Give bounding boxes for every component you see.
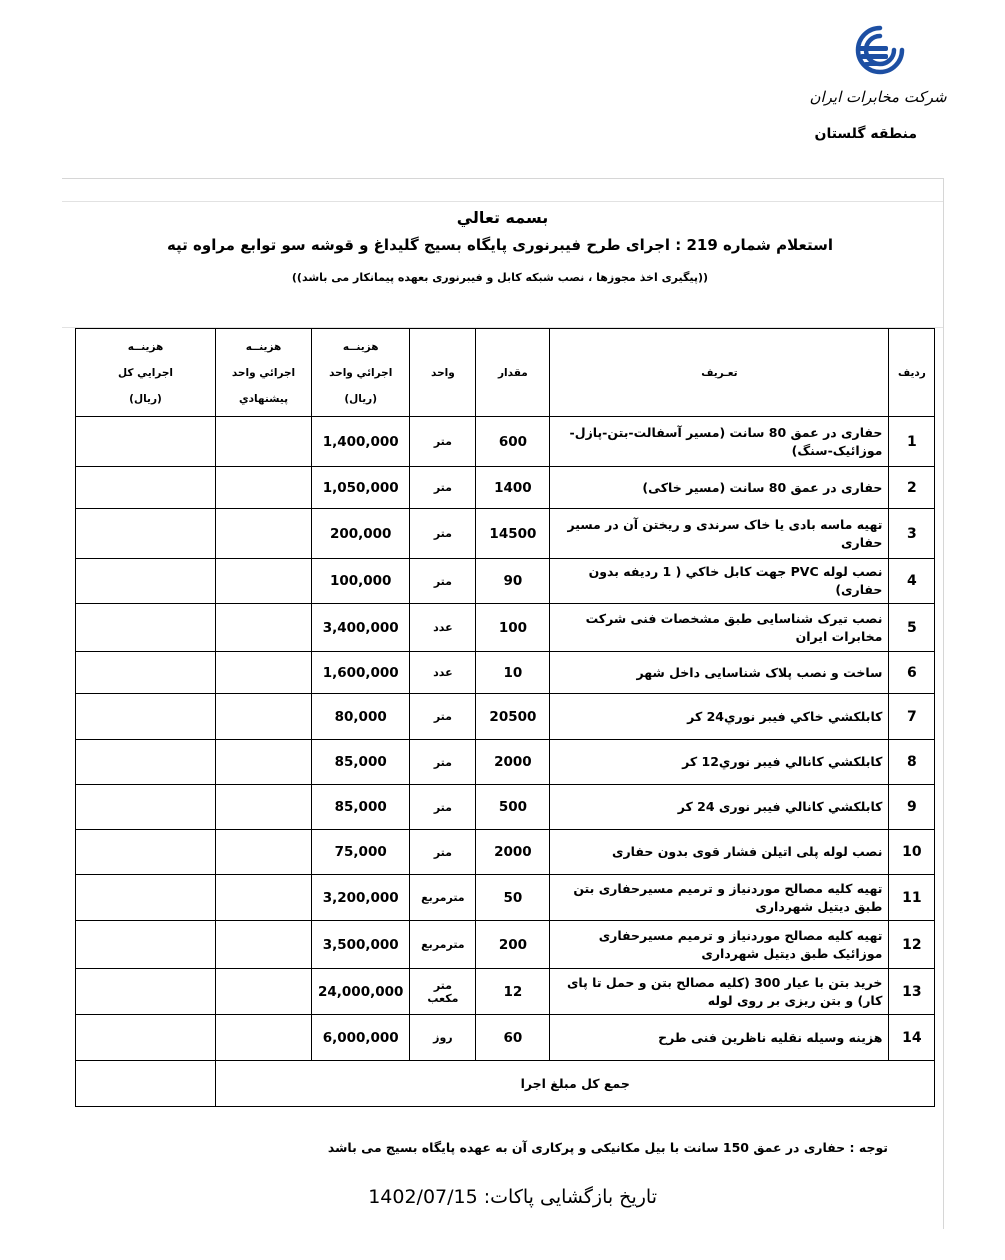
cell-row-number: 8 [889, 740, 935, 785]
cell-row-number: 1 [889, 417, 935, 467]
region-label: منطقه گلستان [814, 126, 917, 142]
cell-proposed-cost [216, 652, 312, 694]
table-row [76, 604, 935, 652]
total-label: جمع کل مبلغ اجرا [216, 1061, 935, 1107]
cell-proposed-cost [216, 830, 312, 875]
cell-description: كابلكشي خاكي فيبر نوري24 كر [550, 694, 889, 740]
cell-row-number: 13 [889, 969, 935, 1015]
header-row-number: رديف [889, 329, 935, 417]
cell-quantity: 1400 [476, 467, 550, 509]
cell-row-number: 10 [889, 830, 935, 875]
header-total-cost: هزينــه اجرايي كل (ريال) [76, 329, 216, 417]
cell-description: حفاری در عمق 80 سانت (مسیر خاکی) [550, 467, 889, 509]
table-row [76, 559, 935, 604]
cell-unit: متر [410, 417, 476, 467]
document-title: بسمه تعالي [456, 208, 549, 227]
table-row [76, 509, 935, 559]
cell-quantity: 10 [476, 652, 550, 694]
header-proposed-cost: هزينــه اجرائي واحد پيشنهادي [216, 329, 312, 417]
cell-proposed-cost [216, 921, 312, 969]
cell-unit: متر [410, 509, 476, 559]
cell-description: كابلكشي كانالي فيبر نوري12 كر [550, 740, 889, 785]
cell-proposed-cost [216, 509, 312, 559]
cell-description: تهیه کلیه مصالح موردنیاز و ترمیم مسیرحفاری بتن طبق دیتیل شهرداری [550, 875, 889, 921]
cell-unit: عدد [410, 604, 476, 652]
cell-row-number: 9 [889, 785, 935, 830]
table-row [76, 740, 935, 785]
cell-row-number: 6 [889, 652, 935, 694]
total-value [76, 1061, 216, 1107]
cell-quantity: 600 [476, 417, 550, 467]
table-row [76, 1015, 935, 1061]
table-row [76, 921, 935, 969]
table-row [76, 694, 935, 740]
cell-row-number: 2 [889, 467, 935, 509]
cell-unit-cost: 80,000 [312, 694, 410, 740]
cell-description: خرید بتن با عیار 300 (کلیه مصالح بتن و حمل تا پای کار) و بتن ریزی بر روی لوله [550, 969, 889, 1015]
cell-row-number: 7 [889, 694, 935, 740]
cell-unit: روز [410, 1015, 476, 1061]
cell-unit-cost: 200,000 [312, 509, 410, 559]
cell-row-number: 4 [889, 559, 935, 604]
cell-unit: مترمربع [410, 875, 476, 921]
cell-description: حفاری در عمق 80 سانت (مسیر آسفالت-بتن-پازل-موزائیک-سنگ) [550, 417, 889, 467]
cell-unit-cost: 6,000,000 [312, 1015, 410, 1061]
cell-unit-cost: 3,200,000 [312, 875, 410, 921]
cell-description: تهیه ماسه بادی یا خاک سرندی و ریختن آن در مسیر حفاری [550, 509, 889, 559]
header-description: تعـريف [550, 329, 889, 417]
cell-quantity: 90 [476, 559, 550, 604]
cell-unit: متر [410, 830, 476, 875]
cell-description: ساخت و نصب پلاک شناسایی داخل شهر [550, 652, 889, 694]
cell-unit: متر [410, 467, 476, 509]
cell-quantity: 2000 [476, 740, 550, 785]
cell-quantity: 200 [476, 921, 550, 969]
table-row [76, 830, 935, 875]
cell-total-cost [76, 509, 216, 559]
cell-quantity: 50 [476, 875, 550, 921]
header-unit: واحد [410, 329, 476, 417]
cell-row-number: 11 [889, 875, 935, 921]
cell-unit-cost: 3,400,000 [312, 604, 410, 652]
cell-quantity: 500 [476, 785, 550, 830]
opening-date: تاریخ بازگشایی پاکات: 1402/07/15 [368, 1186, 657, 1208]
telecom-logo-icon [809, 18, 947, 108]
cell-description: كابلكشي كانالي فيبر نوری 24 كر [550, 785, 889, 830]
cell-total-cost [76, 417, 216, 467]
cell-unit-cost: 3,500,000 [312, 921, 410, 969]
cell-unit: متر [410, 559, 476, 604]
cell-description: نصب تیرک شناسایی طبق مشخصات فنی شرکت مخابرات ایران [550, 604, 889, 652]
table-row [76, 652, 935, 694]
cell-proposed-cost [216, 1015, 312, 1061]
grid-line [62, 201, 944, 202]
cell-proposed-cost [216, 559, 312, 604]
table-header-row [76, 329, 935, 417]
cell-proposed-cost [216, 969, 312, 1015]
cell-description: نصب لوله پلی اتیلن فشار قوی بدون حفاری [550, 830, 889, 875]
cell-quantity: 12 [476, 969, 550, 1015]
cell-unit: متر [410, 785, 476, 830]
cell-proposed-cost [216, 467, 312, 509]
cell-unit-cost: 75,000 [312, 830, 410, 875]
cell-unit: متر مکعب [410, 969, 476, 1015]
cell-total-cost [76, 694, 216, 740]
cell-unit-cost: 1,400,000 [312, 417, 410, 467]
cell-unit: متر [410, 740, 476, 785]
cell-description: تهیه کلیه مصالح موردنیاز و ترمیم مسیرحفاری موزائیک طبق دیتیل شهرداری [550, 921, 889, 969]
cell-proposed-cost [216, 875, 312, 921]
table-row [76, 969, 935, 1015]
cell-total-cost [76, 785, 216, 830]
cell-total-cost [76, 830, 216, 875]
cell-description: هزینه وسیله نقلیه ناظرین فنی طرح [550, 1015, 889, 1061]
cell-total-cost [76, 740, 216, 785]
footnote: توجه : حفاری در عمق 150 سانت با بیل مکانیکی و پرکاری آن به عهده پایگاه بسیج می باشد [327, 1140, 888, 1155]
table-row [76, 417, 935, 467]
inquiry-subject: استعلام شماره 219 : اجرای طرح فیبرنوری پایگاه بسیج گلیداغ و قوشه سو توابع مراوه تپه [166, 236, 834, 254]
cell-total-cost [76, 875, 216, 921]
table-row [76, 467, 935, 509]
cell-total-cost [76, 559, 216, 604]
cell-unit-cost: 24,000,000 [312, 969, 410, 1015]
company-logo [809, 18, 947, 108]
cell-total-cost [76, 921, 216, 969]
cell-total-cost [76, 652, 216, 694]
table-row [76, 785, 935, 830]
cell-proposed-cost [216, 785, 312, 830]
cell-unit: متر [410, 694, 476, 740]
cell-quantity: 60 [476, 1015, 550, 1061]
header-unit-cost: هزينــه اجرائي واحد (ريال) [312, 329, 410, 417]
cell-quantity: 20500 [476, 694, 550, 740]
cell-row-number: 5 [889, 604, 935, 652]
cell-description: نصب لوله PVC جهت کابل خاکي ( 1 ردیفه بدون حفاری) [550, 559, 889, 604]
header-quantity: مقدار [476, 329, 550, 417]
cell-total-cost [76, 1015, 216, 1061]
cell-unit-cost: 85,000 [312, 785, 410, 830]
inquiry-note: ((پیگیری اخذ مجوزها ، نصب شبکه کابل و فیبرنوری بعهده پیمانکار می باشد)) [291, 271, 709, 284]
cell-unit: عدد [410, 652, 476, 694]
cell-quantity: 14500 [476, 509, 550, 559]
cell-proposed-cost [216, 694, 312, 740]
cell-total-cost [76, 467, 216, 509]
cell-unit-cost: 85,000 [312, 740, 410, 785]
cell-quantity: 100 [476, 604, 550, 652]
cell-proposed-cost [216, 604, 312, 652]
cell-unit-cost: 1,600,000 [312, 652, 410, 694]
cell-row-number: 14 [889, 1015, 935, 1061]
cell-unit-cost: 100,000 [312, 559, 410, 604]
cost-table [75, 328, 935, 1107]
grid-right-edge [943, 179, 944, 1229]
total-row [76, 1061, 935, 1107]
cell-proposed-cost [216, 417, 312, 467]
logo-text: شرکت مخابرات ایران [809, 88, 947, 106]
cell-row-number: 12 [889, 921, 935, 969]
cell-proposed-cost [216, 740, 312, 785]
cell-unit-cost: 1,050,000 [312, 467, 410, 509]
table-row [76, 875, 935, 921]
cell-total-cost [76, 604, 216, 652]
cell-unit: مترمربع [410, 921, 476, 969]
cell-quantity: 2000 [476, 830, 550, 875]
cell-total-cost [76, 969, 216, 1015]
cell-row-number: 3 [889, 509, 935, 559]
